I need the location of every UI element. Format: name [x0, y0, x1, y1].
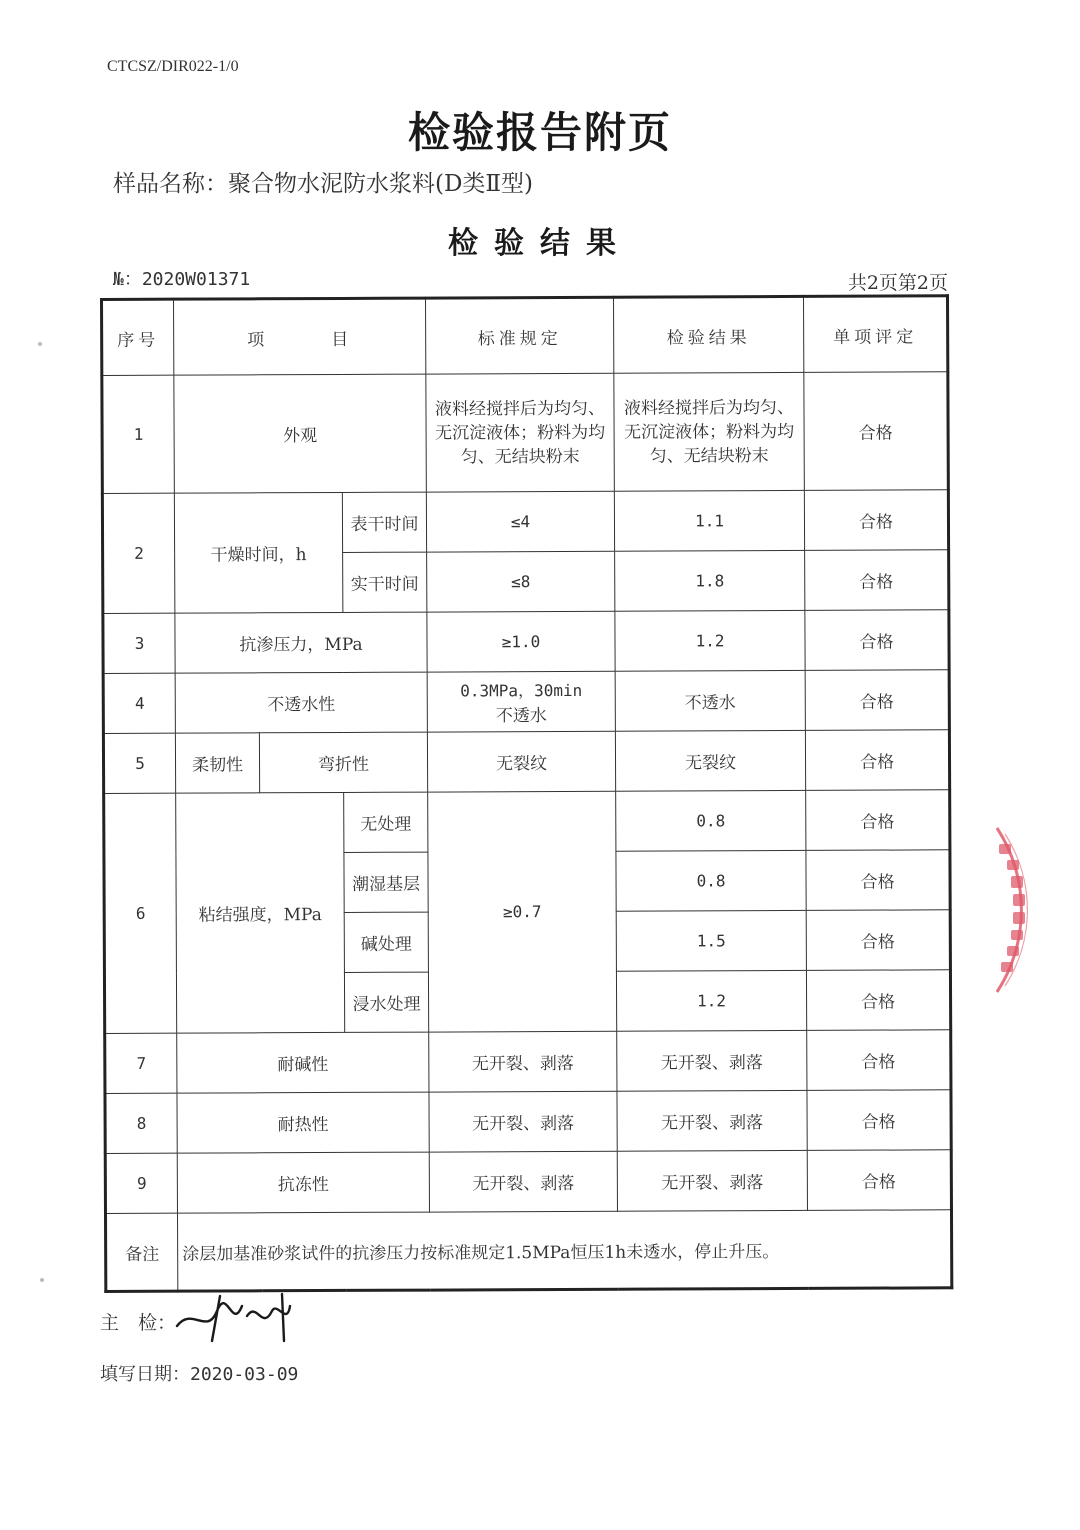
row-no: 1 — [102, 375, 175, 493]
row-judgement: 合格 — [804, 372, 949, 491]
row-item: 柔韧性 — [175, 733, 259, 793]
row-judgement: 合格 — [805, 730, 949, 791]
row-item: 抗冻性 — [177, 1152, 429, 1213]
row-standard: 无裂纹 — [427, 731, 615, 792]
row-standard: 无开裂、剥落 — [429, 1151, 617, 1212]
row-item: 外观 — [174, 374, 427, 493]
row-subitem: 无处理 — [344, 792, 428, 852]
row-no: 4 — [103, 673, 175, 733]
sample-name: 样品名称：聚合物水泥防水浆料(D类Ⅱ型) — [113, 171, 534, 197]
row-item: 耐碱性 — [177, 1032, 429, 1093]
header-result: 检验结果 — [614, 296, 804, 373]
row-result: 液料经搅拌后为均匀、无沉淀液体；粉料为均匀、无结块粉末 — [614, 372, 805, 491]
form-code: CTCSZ/DIR022-1/0 — [107, 58, 239, 75]
page-info: 共2页第2页 — [847, 272, 948, 294]
row-item: 干燥时间，h — [174, 492, 343, 613]
row-item: 不透水性 — [175, 672, 427, 733]
row-subitem: 实干时间 — [343, 552, 427, 612]
row-subitem: 表干时间 — [342, 492, 426, 552]
row-subitem: 潮湿基层 — [344, 852, 428, 912]
row-standard — [427, 671, 615, 732]
row-result: 1.5 — [616, 910, 806, 971]
table-row — [103, 730, 949, 794]
report-number: №：2020W01371 — [113, 269, 251, 290]
row-judgement: 合格 — [806, 850, 950, 911]
row-no: 9 — [105, 1153, 177, 1213]
row-item: 粘结强度，MPa — [176, 792, 345, 1033]
row-subitem: 浸水处理 — [344, 972, 428, 1032]
row-result: 1.2 — [615, 610, 805, 671]
row-judgement: 合格 — [806, 910, 950, 971]
table-row — [105, 1090, 951, 1154]
results-table-wrapper — [100, 294, 950, 1290]
table-row — [102, 372, 949, 494]
remark-row — [105, 1210, 951, 1292]
row-result: 不透水 — [615, 670, 805, 731]
fill-date-value: 2020-03-09 — [190, 1364, 299, 1385]
inspector-line — [100, 1308, 176, 1335]
row-no: 8 — [105, 1093, 177, 1153]
fill-date-label: 填写日期： — [100, 1364, 190, 1385]
table-row — [105, 1150, 951, 1214]
row-subitem: 碱处理 — [344, 912, 428, 972]
header-judgement: 单项评定 — [804, 296, 948, 373]
row-standard: 无开裂、剥落 — [429, 1031, 617, 1092]
row-result: 无开裂、剥落 — [617, 1150, 807, 1211]
standard-line-2: 不透水 — [495, 705, 547, 726]
row-judgement: 合格 — [805, 670, 949, 731]
header-item: 项 目 — [174, 298, 426, 375]
section-title: 检验结果 — [448, 226, 632, 261]
fill-date-line — [100, 1360, 298, 1386]
standard-line-1: 0.3MPa，30min — [460, 680, 583, 700]
header-no: 序号 — [102, 299, 174, 375]
row-judgement: 合格 — [806, 970, 950, 1031]
row-no: 5 — [103, 733, 175, 793]
table-row — [105, 1030, 951, 1094]
results-table — [100, 294, 953, 1293]
row-judgement: 合格 — [805, 550, 949, 611]
row-item: 耐热性 — [177, 1092, 429, 1153]
row-no: 2 — [102, 493, 175, 613]
row-standard: 液料经搅拌后为均匀、无沉淀液体；粉料为均匀、无结块粉末 — [426, 373, 615, 492]
table-row — [103, 670, 949, 734]
row-judgement: 合格 — [804, 490, 948, 551]
table-row — [103, 610, 949, 674]
scan-speck — [38, 342, 42, 346]
row-judgement: 合格 — [807, 1030, 951, 1091]
row-no: 7 — [105, 1033, 177, 1093]
row-standard: ≤4 — [426, 491, 614, 552]
inspector-signature — [172, 1286, 302, 1346]
remark-text: 涂层加基准砂浆试件的抗渗压力按标准规定1.5MPa恒压1h未透水，停止升压。 — [177, 1210, 951, 1291]
seal-stamp — [985, 820, 1045, 1000]
row-result: 1.2 — [616, 970, 806, 1031]
row-judgement: 合格 — [805, 610, 949, 671]
row-standard: ≤8 — [427, 551, 615, 612]
table-row — [102, 490, 948, 554]
table-header-row — [102, 296, 948, 376]
row-subitem: 弯折性 — [259, 732, 427, 793]
row-judgement: 合格 — [807, 1090, 951, 1151]
row-standard: ≥0.7 — [428, 791, 617, 1032]
inspector-label: 主 检： — [100, 1312, 177, 1334]
row-result: 无开裂、剥落 — [617, 1090, 807, 1151]
row-judgement: 合格 — [806, 790, 950, 851]
row-result: 1.8 — [615, 550, 805, 611]
row-no: 6 — [104, 793, 177, 1033]
row-result: 无裂纹 — [615, 730, 805, 791]
row-result: 无开裂、剥落 — [617, 1030, 807, 1091]
page-title: 检验报告附页 — [407, 108, 672, 157]
header-standard: 标准规定 — [426, 297, 614, 374]
remark-label: 备注 — [105, 1213, 177, 1291]
table-row — [104, 790, 950, 854]
row-result: 0.8 — [616, 850, 806, 911]
row-standard: 无开裂、剥落 — [429, 1091, 617, 1152]
scan-speck — [40, 1278, 44, 1282]
row-result: 0.8 — [616, 790, 806, 851]
row-judgement: 合格 — [807, 1150, 951, 1211]
row-item: 抗渗压力，MPa — [175, 612, 427, 673]
row-result: 1.1 — [614, 490, 804, 551]
row-no: 3 — [103, 613, 175, 673]
row-standard: ≥1.0 — [427, 611, 615, 672]
